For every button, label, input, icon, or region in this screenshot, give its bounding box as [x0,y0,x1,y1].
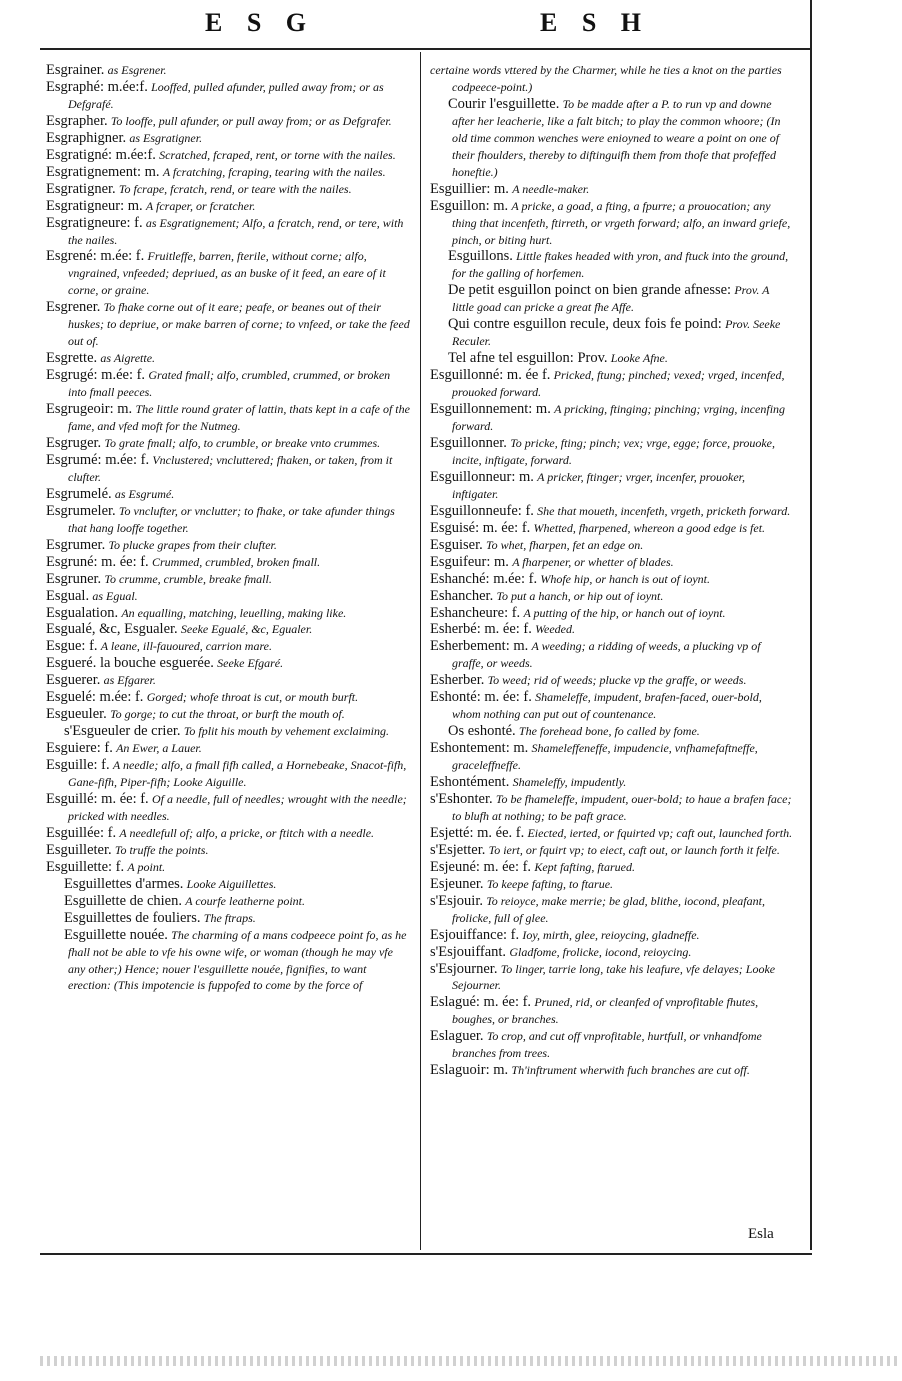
headword: De petit esguillon poinct on bien grande afnesse: [448,282,732,299]
headword: Esguillettes d'armes. [64,875,184,892]
headword: Esguiere: f. [46,740,113,757]
headword: Esguillonneufe: f. [430,502,534,519]
definition: Th'inftrument wherwith fuch branches are cut off. [511,1063,750,1078]
dictionary-entry [46,588,411,605]
definition: as Efgarer. [103,673,156,688]
dictionary-entry [46,605,411,622]
definition: A fcraper, or fcratcher. [145,198,256,213]
headword: s'Esjourner. [430,960,498,977]
headword: Esgratignement: m. [46,163,160,180]
definition: To be madde after a P. to run vp and downe after her leacherie, like a falt bitch; to play the common whoore; (In old time common wenches were enioyned to weare a point on one of their fhoulders, thereby to diftinguifh them from thofe that profeffed honeftie.) [452,96,781,179]
dictionary-entry [46,672,411,689]
headword: Esgrumelé. [46,485,112,502]
dictionary-entry [430,842,793,859]
headword: Eshonté: m. ée: f. [430,689,532,706]
definition: Looke Afne. [610,351,668,366]
definition: certaine words vttered by the Charmer, while he ties a knot on the parties codpeece-point.) [430,63,782,94]
definition: as Esgrumé. [114,486,175,501]
dictionary-entry [430,621,793,638]
dictionary-entry [430,248,793,282]
definition: Shameleffy, impudently. [512,775,627,790]
definition: Eiected, ierted, or fquirted vp; caft out, launched forth. [527,825,793,840]
catchword: Esla [748,1226,774,1242]
headword: Esherbé: m. ée: f. [430,621,532,638]
dictionary-entry [46,367,411,401]
headword: Esjouiffance: f. [430,926,520,943]
dictionary-entry [430,367,793,401]
definition: Shameleffe, impudent, brafen-faced, ouer-bold, whom nothing can put out of countenance. [452,690,762,722]
dictionary-entry [430,350,793,367]
dictionary-entry [46,113,411,130]
headword: Esgratigné: m.ée:f. [46,146,156,163]
definition: To pricke, fting; pinch; vex; vrge, egge; force, prouoke, incite, inftigate, forward. [452,435,775,467]
dictionary-entry [430,774,793,791]
definition: Scratched, fcraped, rent, or torne with the nailes. [159,147,396,162]
headword: Esgueuler. [46,706,107,723]
definition: A putting of the hip, or hanch out of ioynt. [523,605,726,620]
dictionary-entry [46,842,411,859]
definition: The forehead bone, fo called by fome. [518,724,700,739]
dictionary-entry [430,62,793,96]
headword: s'Esjouiffant. [430,943,507,960]
definition: An equalling, matching, leuelling, making like. [121,605,347,620]
headword: Esguillons. [448,248,513,265]
definition: A pricking, ftinging; pinching; vrging, incenfing forward. [452,402,786,434]
definition: as Esgrener. [107,63,167,77]
dictionary-entry [46,537,411,554]
dictionary-entry [430,825,793,842]
headword: Esguillonner. [430,434,507,451]
definition: Shameleffeneffe, impudencie, vnfhamefaftneffe, graceleffneffe. [452,741,758,773]
dictionary-entry [46,706,411,723]
headword: Esgrette. [46,350,98,367]
definition: A needlefull of; alfo, a pricke, or ftitch with a needle. [119,825,375,840]
dictionary-entry [46,757,411,791]
definition: To grate fmall; alfo, to crumble, or breake vnto crummes. [104,435,381,450]
dictionary-entry [46,486,411,503]
dictionary-entry [46,723,411,740]
dictionary-entry [430,282,793,316]
definition: as Egual. [92,588,138,603]
headword: Esguillée: f. [46,824,117,841]
dictionary-entry [46,655,411,672]
definition: A fcratching, fcraping, tearing with the nailes. [162,164,386,179]
right-border [810,0,812,1250]
headword: Esguillonnement: m. [430,401,551,418]
headword: Esgrener. [46,299,101,316]
definition: The charming of a mans codpeece point fo, as he fhall not be able to vfe his owne wife, or woman (though he may vfe any other;) Hence; nouer l'esguillette nouée, fignifies, to want erection: (This impotencie is fuppofed to come by the force of [68,927,407,993]
dictionary-entry [430,605,793,622]
headword: Esguillon: m. [430,197,509,214]
headword: Esguilleter. [46,841,112,858]
definition: To fhake corne out of it eare; peafe, or beanes out of their huskes; to depriue, or make barren of corne; to vnfeed, or take the feed out of. [68,300,410,349]
dictionary-entry [46,689,411,706]
dictionary-entry [430,401,793,435]
definition: To put a hanch, or hip out of ioynt. [496,588,664,603]
headword: Esguillonné: m. ée f. [430,367,551,384]
headword: Esjeuner. [430,875,484,892]
definition: To iert, or fquirt vp; to eiect, caft out, or launch forth it felfe. [488,842,780,857]
scan-artifact [40,1356,900,1366]
dictionary-entry [430,503,793,520]
dictionary-entry [46,452,411,486]
dictionary-entry [46,401,411,435]
definition: To fplit his mouth by vehement exclaiming. [183,724,390,739]
headword: Eslaguoir: m. [430,1062,509,1079]
headword: Esgrugeoir: m. [46,401,133,418]
definition: Kept fafting, ftarued. [534,859,635,874]
headword: Esgruner. [46,570,102,587]
dictionary-entry [430,791,793,825]
headword: Eshontement: m. [430,740,529,757]
definition: To plucke grapes from their clufter. [108,537,277,552]
definition: An Ewer, a Lauer. [116,741,202,756]
headword: Esgrugé: m.ée: f. [46,367,146,384]
definition: Whetted, fharpened, whereon a good edge is fet. [533,520,766,535]
definition: She that moueth, incenfeth, vrgeth, pricketh forward. [537,503,791,518]
definition: To looffe, pull afunder, or pull away from; or as Defgrafer. [110,113,392,128]
definition: The little round grater of lattin, thats kept in a cafe of the fame, and vfed moft for the Nutmeg. [68,402,410,434]
definition: Pruned, rid, or cleanfed of vnprofitable fhutes, boughes, or branches. [452,995,759,1027]
headword: Courir l'esguillette. [448,95,560,112]
dictionary-entry [46,299,411,350]
headword: Esgrapher. [46,112,108,129]
definition: Weeded. [535,622,575,637]
headword: Esguelé: m.ée: f. [46,689,144,706]
definition: A fharpener, or whetter of blades. [512,554,674,569]
dictionary-entry [430,198,793,249]
dictionary-entry [430,944,793,961]
dictionary-entry [46,638,411,655]
definition: Ioy, mirth, glee, reioycing, gladneffe. [522,927,700,942]
headword: Esguiser. [430,536,483,553]
dictionary-entry [430,961,793,995]
definition: as Esgratignement; Alfo, a fcratch, rend, or tere, with the nailes. [68,215,404,247]
headword: s'Esjetter. [430,841,486,858]
left-column [46,62,411,994]
dictionary-entry [46,147,411,164]
definition: Of a needle, full of needles; wrought with the needle; pricked with needles. [68,791,407,823]
definition: Looffed, pulled afunder, pulled away from; or as Defgrafé. [68,79,384,111]
definition: A weeding; a ridding of weeds, a plucking vp of graffe, or weeds. [452,639,761,671]
header-left: E S G [205,8,316,37]
definition: Looke Aiguillettes. [186,876,277,891]
dictionary-entry [46,350,411,367]
dictionary-entry [46,621,411,638]
definition: as Esgratigner. [129,130,203,145]
headword: Eshancher. [430,587,494,604]
definition: A leane, ill-fauoured, carrion mare. [100,639,272,654]
headword: Esherber. [430,672,485,689]
definition: A pricke, a goad, a fting, a fpurre; a prouocation; any thing that incenfeth, ftirreth, or vrgeth forward; alfo, an inward griefe, pinch, or biting hurt. [452,198,791,247]
dictionary-entry [46,859,411,876]
dictionary-entry [430,1062,793,1079]
dictionary-entry [46,910,411,927]
headword: Esguillette: f. [46,858,125,875]
dictionary-entry [430,181,793,198]
dictionary-entry [430,435,793,469]
headword: Eshontément. [430,774,510,791]
dictionary-entry [46,554,411,571]
definition: To vnclufter, or vnclutter; to fhake, or take afunder things that hang looffe together. [68,503,395,535]
headword: Esgueré. la bouche esguerée. [46,655,214,672]
headword: Esgrumer. [46,536,106,553]
headword: Esherbement: m. [430,638,529,655]
right-column [430,62,793,1079]
dictionary-entry [46,62,411,79]
dictionary-entry [46,215,411,249]
headword: Eslagué: m. ée: f. [430,994,532,1011]
dictionary-entry [46,791,411,825]
headword: s'Eshonter. [430,790,493,807]
definition: To gorge; to cut the throat, or burft the mouth of. [110,707,345,722]
definition: Pricked, ftung; pinched; vexed; vrged, incenfed, prouoked forward. [452,368,785,400]
definition: as Aigrette. [100,351,156,366]
dictionary-entry [430,672,793,689]
dictionary-entry [430,740,793,774]
headword: Eshancheure: f. [430,604,521,621]
definition: To keepe fafting, to ftarue. [486,876,614,891]
definition: Gladfome, frolicke, iocond, reioycing. [509,944,692,959]
dictionary-entry [430,571,793,588]
headword: Esgualation. [46,604,119,621]
dictionary-entry [46,248,411,299]
headword: Eslaguer. [430,1028,484,1045]
dictionary-entry [430,316,793,350]
headword: Qui contre esguillon recule, deux fois fe poind: [448,316,722,333]
definition: To crumme, crumble, breake fmall. [104,571,272,586]
dictionary-entry [46,130,411,147]
definition: A needle; alfo, a fmall fifh called, a Hornebeake, Snacot-fifh, Gane-fifh, Piper-fifh; Looke Aiguille. [68,758,407,790]
definition: Seeke Efgaré. [217,656,284,671]
headword: Esguisé: m. ée: f. [430,519,531,536]
definition: Vnclustered; vncluttered; fhaken, or taken, from it clufter. [68,452,393,484]
headword: Esguillettes de fouliers. [64,909,201,926]
dictionary-entry [430,893,793,927]
definition: Crummed, crumbled, broken fmall. [151,554,321,569]
headword: Esguifeur: m. [430,553,509,570]
headword: Esgratigneure: f. [46,214,143,231]
dictionary-entry [46,927,411,995]
definition: To linger, tarrie long, take his leafure, vfe delayes; Looke Sejourner. [452,961,776,993]
definition: To weed; rid of weeds; plucke vp the graffe, or weeds. [487,673,747,688]
headword: Esgue: f. [46,638,98,655]
definition: Grated fmall; alfo, crumbled, crummed, or broken into fmall peeces. [68,368,391,400]
headword: Esgraphé: m.ée:f. [46,78,148,95]
dictionary-entry [430,927,793,944]
headword: Esjetté: m. ée. f. [430,824,525,841]
dictionary-entry [430,689,793,723]
headword: Esguillé: m. ée: f. [46,790,149,807]
definition: To fcrape, fcratch, rend, or teare with the nailes. [118,181,352,196]
dictionary-entry [46,825,411,842]
dictionary-entry [430,723,793,740]
dictionary-entry [46,164,411,181]
header-right: E S H [540,8,651,37]
definition: A point. [127,859,166,874]
definition: To truffe the points. [114,842,209,857]
definition: Fruitleffe, barren, fterile, without corne; alfo, vngrained, vnfeeded; depriued, as an buske of it feed, an eare of it corne, or graine. [68,249,386,298]
headword: s'Esjouir. [430,892,483,909]
definition: The ftraps. [203,910,256,925]
headword: Os eshonté. [448,723,516,740]
dictionary-entry [430,859,793,876]
headword: Esgrumé: m.ée: f. [46,451,150,468]
dictionary-entry [430,469,793,503]
definition: A pricker, ftinger; vrger, incenfer, prouoker, inftigater. [452,469,746,501]
column-divider [420,52,421,1250]
headword: Esguillette nouée. [64,926,168,943]
headword: Esguillier: m. [430,180,509,197]
definition: Prov. Seeke Reculer. [452,317,781,349]
headword: Esgruné: m. ée: f. [46,553,149,570]
headword: Esguille: f. [46,757,110,774]
dictionary-entry [46,740,411,757]
dictionary-entry [46,181,411,198]
headword: Tel afne tel esguillon: Prov. [448,350,608,367]
headword: Esgratigneur: m. [46,197,143,214]
definition: A needle-maker. [512,181,590,196]
bottom-rule [40,1253,812,1255]
dictionary-entry [430,588,793,605]
headword: s'Esgueuler de crier. [64,723,181,740]
dictionary-entry [46,79,411,113]
definition: To whet, fharpen, fet an edge on. [486,537,644,552]
dictionary-entry [430,96,793,181]
dictionary-entry [430,638,793,672]
definition: To crop, and cut off vnprofitable, hurtfull, or vnhandfome branches from trees. [452,1029,762,1061]
definition: Little ftakes headed with yron, and ftuck into the ground, for the galling of horfemen. [452,249,789,281]
definition: Seeke Egualé, &c, Egualer. [180,622,313,637]
top-rule [40,48,812,50]
headword: Esgraphigner. [46,129,127,146]
dictionary-entry [46,503,411,537]
definition: To be fhameleffe, impudent, ouer-bold; to haue a brafen face; to blufh at nothing; to be paft grace. [452,791,792,823]
definition: Prov. A little goad can pricke a great fhe Affe. [452,283,770,315]
dictionary-entry [430,876,793,893]
headword: Eshanché: m.ée: f. [430,570,538,587]
headword: Esgratigner. [46,180,116,197]
headword: Esguerer. [46,672,101,689]
definition: Gorged; whofe throat is cut, or mouth burft. [146,690,359,705]
dictionary-entry [430,994,793,1028]
headword: Esgrainer. [46,62,105,78]
headword: Esgualé, &c, Esgualer. [46,621,178,638]
dictionary-entry [430,554,793,571]
definition: Whofe hip, or hanch is out of ioynt. [540,571,710,586]
headword: Esgruger. [46,434,102,451]
dictionary-entry [46,876,411,893]
headword: Esgual. [46,587,90,604]
definition: To reioyce, make merrie; be glad, blithe, iocond, pleafant, frolicke, full of glee. [452,893,765,925]
dictionary-entry [430,520,793,537]
dictionary-entry [430,537,793,554]
headword: Esgrené: m.ée: f. [46,248,145,265]
dictionary-entry [46,198,411,215]
dictionary-entry [46,893,411,910]
headword: Esguillette de chien. [64,892,182,909]
dictionary-entry [46,435,411,452]
dictionary-entry [46,571,411,588]
headword: Esguillonneur: m. [430,468,534,485]
definition: A courfe leatherne point. [185,893,305,908]
headword: Esgrumeler. [46,502,116,519]
headword: Esjeuné: m. ée: f. [430,858,532,875]
dictionary-entry [430,1028,793,1062]
